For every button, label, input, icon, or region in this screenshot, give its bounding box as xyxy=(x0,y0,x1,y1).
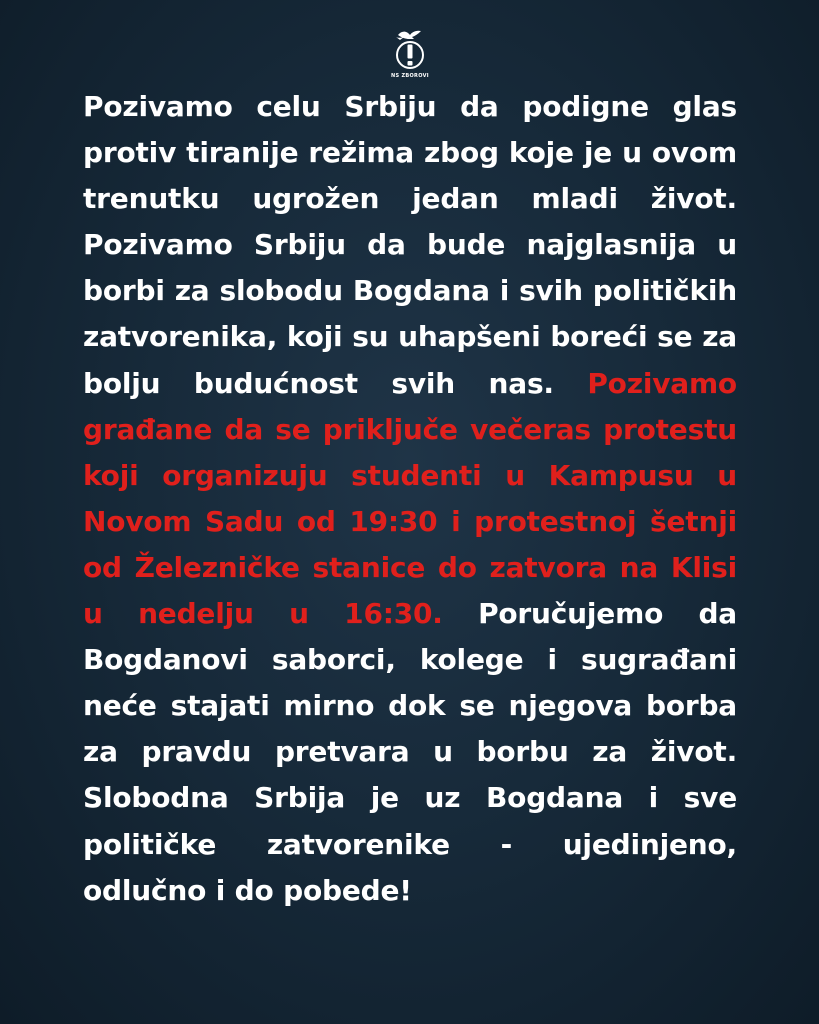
statement-intro: Pozivamo celu Srbiju da podigne glas protiv tiranije režima zbog koje je u ovom trenutku ugrožen jedan mladi život. Pozivamo Srbiju da bude najglasnija u borbi za slobodu Bogdana i svih političkih zatvorenika, koji su uhapšeni boreći se za bolju budućnost svih nas. xyxy=(83,90,737,400)
logo xyxy=(389,26,431,86)
dove-exclamation-icon xyxy=(393,26,427,72)
statement-text xyxy=(83,84,737,914)
logo-caption: NS ZBOROVI xyxy=(391,73,429,79)
statement-closing: Poručujemo da Bogdanovi saborci, kolege i sugrađani neće stajati mirno dok se njegova borba za pravdu pretvara u borbu za život. Slobodna Srbija je uz Bogdana i sve političke zatvorenike - ujedinjeno, odlučno i do pobede! xyxy=(83,597,737,907)
statement-call-to-action: Pozivamo građane da se priključe večeras protestu koji organizuju studenti u Kampusu u Novom Sadu od 19:30 i protestnoj šetnji od Železničke stanice do zatvora na Klisi u nedelju u 16:30. xyxy=(83,366,737,631)
